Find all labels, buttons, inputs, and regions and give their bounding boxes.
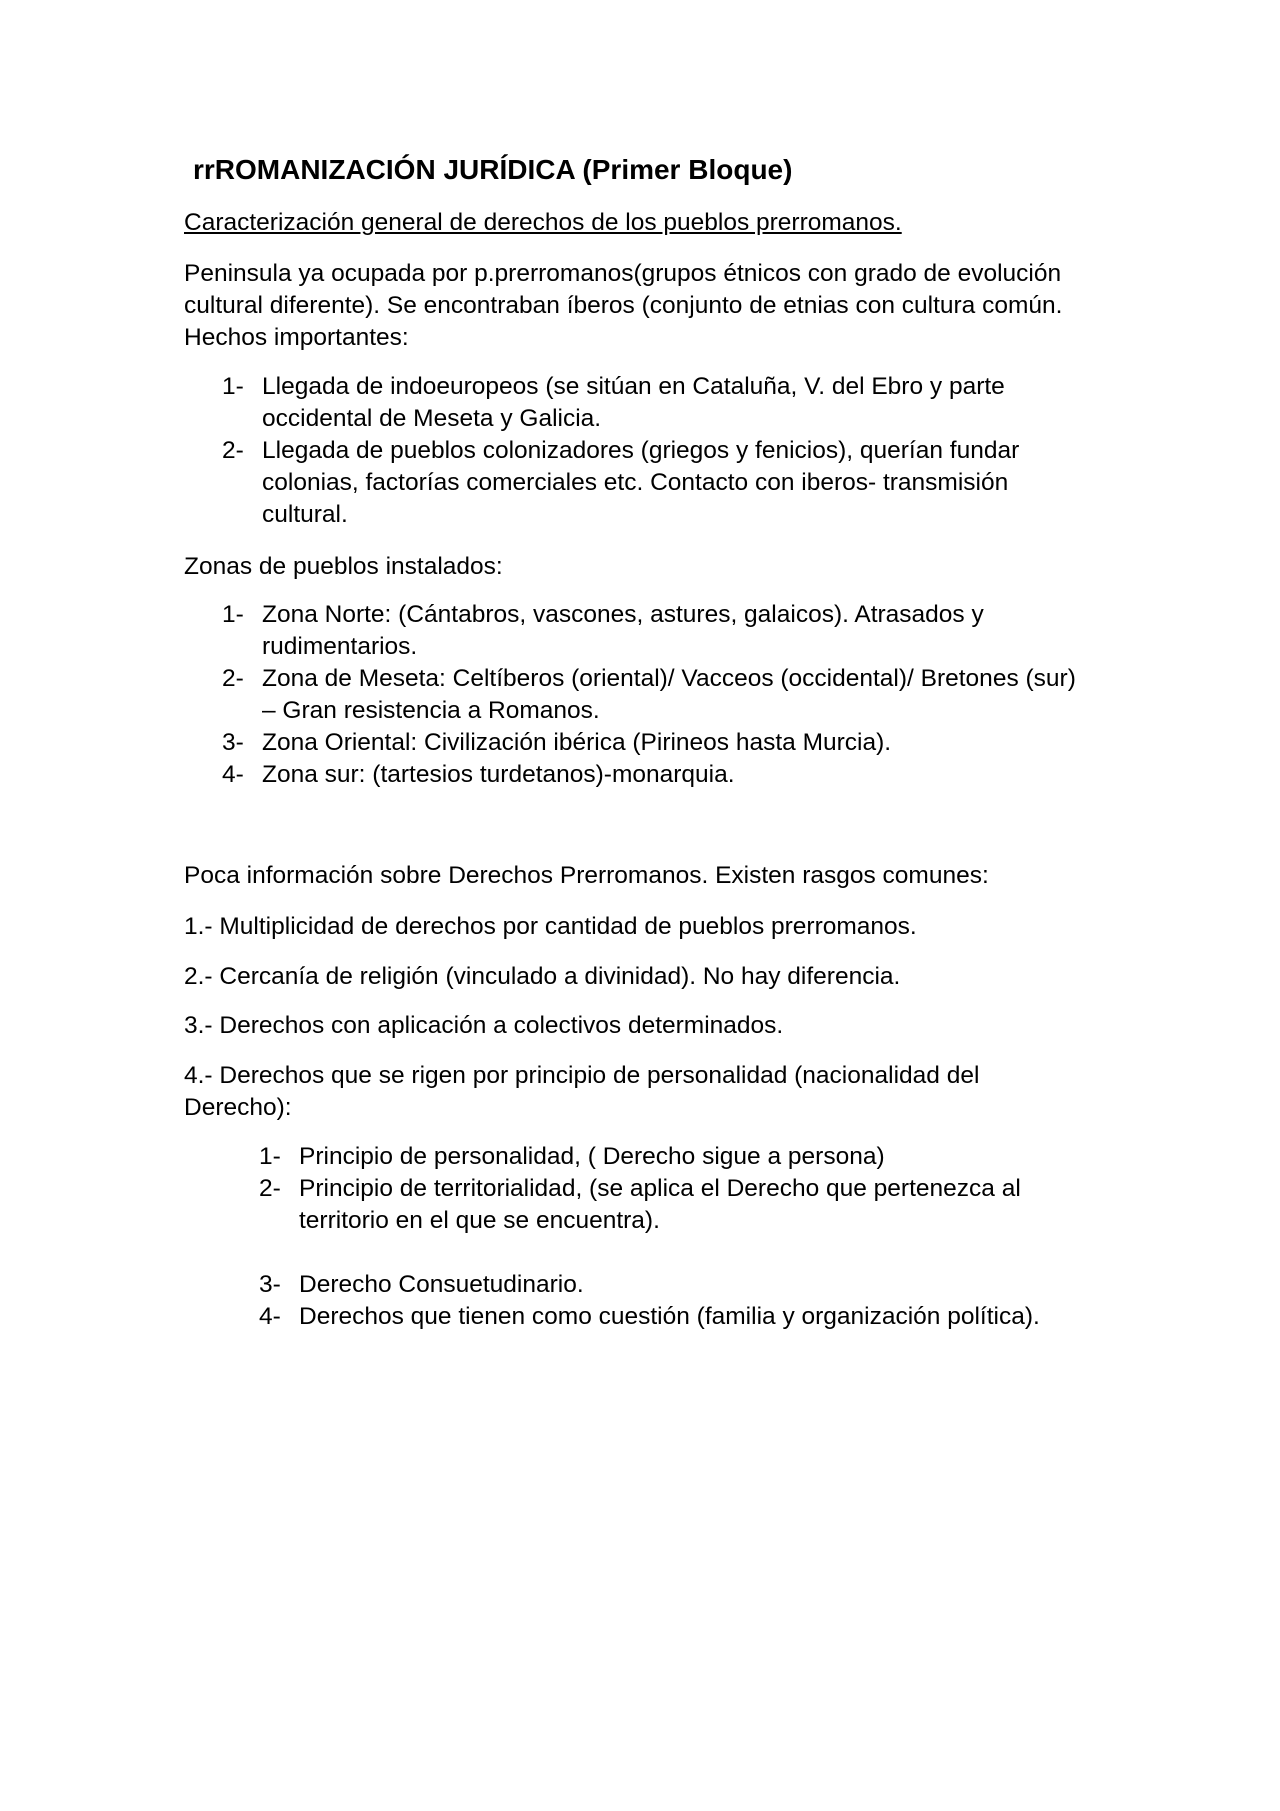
list-item-text: Zona Oriental: Civilización ibérica (Pirineos hasta Murcia).: [262, 729, 892, 756]
list-number: 2-: [259, 1175, 281, 1202]
list-item: [259, 1141, 1089, 1173]
rasgo-item: 3.- Derechos con aplicación a colectivos determinados.: [184, 1012, 784, 1039]
rasgo-item: 4.- Derechos que se rigen por principio de personalidad (nacionalidad del Derecho):: [184, 1062, 980, 1121]
list-item-text: Llegada de pueblos colonizadores (griegos y fenicios), querían fundar colonias, factorías comerciales etc. Contacto con iberos- transmisión cultural.: [262, 437, 1020, 528]
list-item-text: Derecho Consuetudinario.: [299, 1271, 584, 1298]
list-number: 1-: [259, 1143, 281, 1170]
list-spacer: [259, 1237, 1089, 1269]
intro-paragraph: Peninsula ya ocupada por p.prerromanos(grupos étnicos con grado de evolución cultural diferente). Se encontraban íberos (conjunto de etnias con cultura común. Hechos importantes:: [184, 260, 1063, 351]
list-item-text: Llegada de indoeuropeos (se sitúan en Cataluña, V. del Ebro y parte occidental de Meseta y Galicia.: [262, 373, 1005, 432]
list-item: [222, 599, 1084, 663]
list-number: 4-: [222, 761, 244, 788]
list-item: [259, 1173, 1089, 1237]
list-item-text: Principio de personalidad, ( Derecho sigue a persona): [299, 1143, 885, 1170]
rasgo-item: 1.- Multiplicidad de derechos por cantidad de pueblos prerromanos.: [184, 913, 917, 940]
list-item-text: Zona de Meseta: Celtíberos (oriental)/ Vacceos (occidental)/ Bretones (sur) – Gran resistencia a Romanos.: [262, 665, 1076, 724]
zonas-heading: Zonas de pueblos instalados:: [184, 553, 503, 580]
list-item-text: Zona sur: (tartesios turdetanos)-monarquia.: [262, 761, 735, 788]
document-title: rrROMANIZACIÓN JURÍDICA (Primer Bloque): [193, 154, 793, 185]
document-subtitle: Caracterización general de derechos de los pueblos prerromanos.: [184, 209, 902, 236]
list-item: [222, 727, 1084, 759]
list-number: 1-: [222, 601, 244, 628]
list-number: 3-: [222, 729, 244, 756]
hechos-list: [222, 371, 1084, 531]
list-item: [222, 435, 1084, 531]
list-item: [222, 663, 1084, 727]
list-number: 3-: [259, 1271, 281, 1298]
zonas-list: [222, 599, 1084, 791]
list-number: 1-: [222, 373, 244, 400]
list-item: [222, 371, 1084, 435]
list-item: [222, 759, 1084, 791]
list-number: 2-: [222, 665, 244, 692]
derechos-intro: Poca información sobre Derechos Prerromanos. Existen rasgos comunes:: [184, 862, 989, 889]
list-item-text: Derechos que tienen como cuestión (familia y organización política).: [299, 1303, 1040, 1330]
list-item: [259, 1301, 1089, 1333]
list-number: 2-: [222, 437, 244, 464]
rasgo-item: 2.- Cercanía de religión (vinculado a divinidad). No hay diferencia.: [184, 963, 901, 990]
list-number: 4-: [259, 1303, 281, 1330]
list-item-text: Zona Norte: (Cántabros, vascones, astures, galaicos). Atrasados y rudimentarios.: [262, 601, 984, 660]
principios-list: [259, 1141, 1089, 1333]
list-item: [259, 1269, 1089, 1301]
list-item-text: Principio de territorialidad, (se aplica el Derecho que pertenezca al territorio en el que se encuentra).: [299, 1175, 1021, 1234]
